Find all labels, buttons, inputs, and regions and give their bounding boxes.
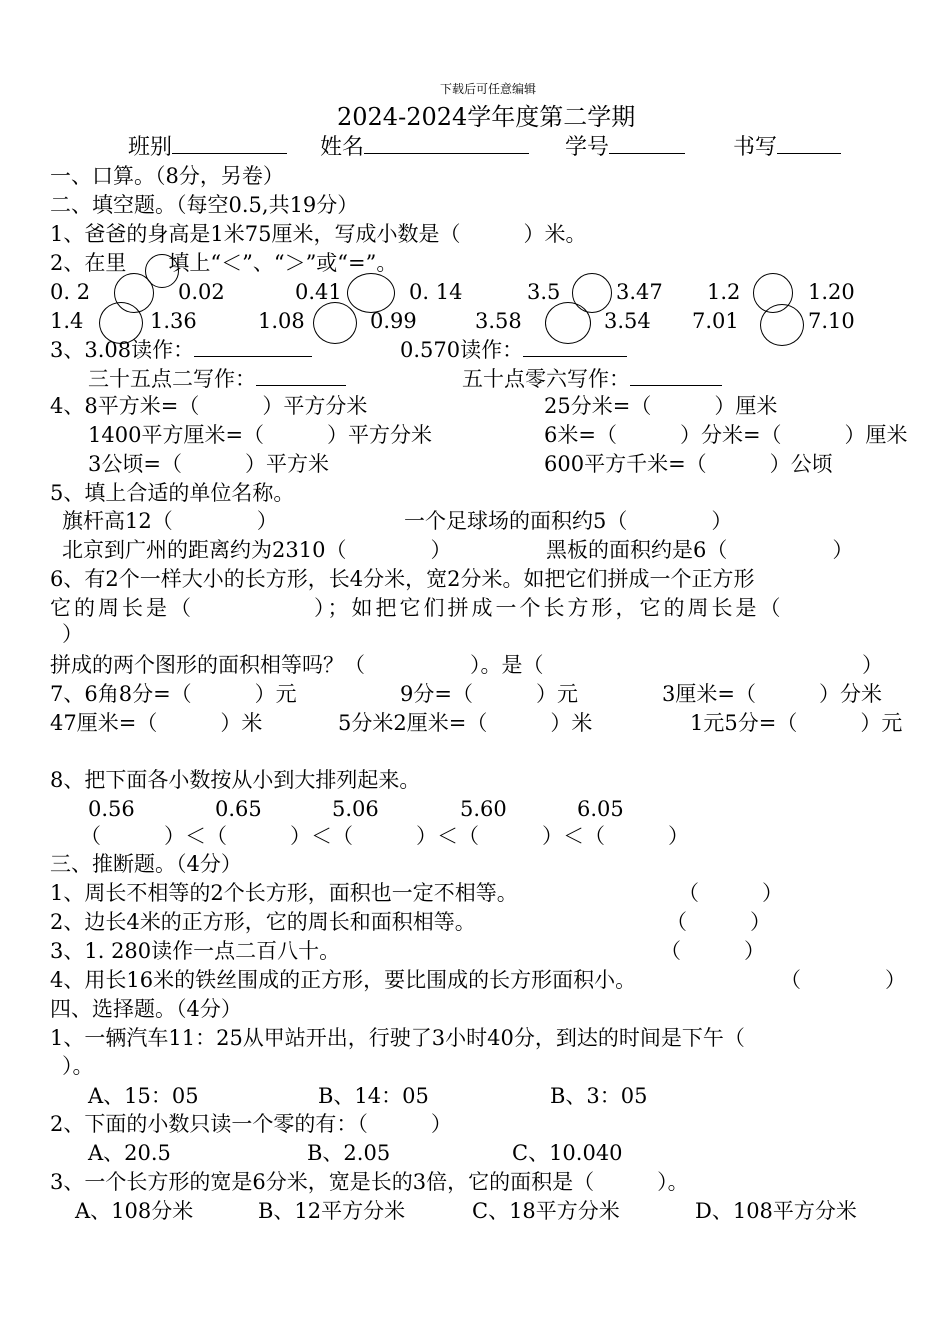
judge-1: 1、周长不相等的2个长方形，面积也一定不相等。	[50, 881, 518, 905]
compare-left-1: 0. 2	[50, 280, 91, 304]
section-4-heading: 四、选择题。（4分）	[50, 997, 242, 1021]
writing-blank[interactable]	[777, 135, 841, 154]
question-6-line-3: ）	[62, 622, 83, 646]
decimal-1: 0.56	[88, 797, 135, 821]
compare-circle-8[interactable]	[760, 304, 804, 346]
question-3b-text: 0.570读作：	[400, 338, 524, 362]
writing-field	[733, 135, 841, 161]
question-6-line-1: 6、有2个一样大小的长方形，长4分米，宽2分米。如把它们拼成一个正方形	[50, 567, 755, 591]
decimal-2: 0.65	[215, 797, 262, 821]
compare-left-6: 1.08	[258, 309, 305, 333]
question-7f: 1元5分=（ ）元	[690, 711, 903, 735]
judge-1-answer[interactable]: （ ）	[678, 881, 783, 905]
question-6-line-4: 拼成的两个图形的面积相等吗？（ ）。是（	[50, 653, 544, 677]
question-1: 1、爸爸的身高是1米75厘米，写成小数是（ ）米。	[50, 222, 587, 246]
question-4e: 3公顷=（ ）平方米	[88, 452, 329, 476]
question-4d: 6米=（ ）分米=（ ）厘米	[544, 423, 908, 447]
question-5a: 旗杆高12（ ）	[62, 509, 278, 533]
question-3b-blank[interactable]	[523, 338, 627, 357]
question-5c: 北京到广州的距离约为2310（ ）	[62, 538, 452, 562]
compare-left-2: 0.41	[295, 280, 342, 304]
section-1-heading: 一、口算。（8分，另卷）	[50, 164, 284, 188]
order-answer-row: （ ）＜（ ）＜（ ）＜（ ）＜（ ）	[80, 824, 689, 848]
choice-3-option-c[interactable]: C、18平方分米	[472, 1199, 620, 1223]
section-3-heading: 三、推断题。（4分）	[50, 852, 242, 876]
compare-left-8: 7.01	[692, 309, 739, 333]
judge-4: 4、用长16米的铁丝围成的正方形，要比围成的长方形面积小。	[50, 968, 637, 992]
class-label: 班别	[128, 135, 173, 160]
judge-2: 2、边长4米的正方形，它的周长和面积相等。	[50, 910, 476, 934]
question-3a	[50, 337, 312, 363]
compare-right-7: 3.54	[604, 309, 651, 333]
choice-1-line-1: 1、一辆汽车11：25从甲站开出，行驶了3小时40分，到达的时间是下午（	[50, 1026, 745, 1050]
choice-1-option-b[interactable]: B、14：05	[318, 1084, 429, 1108]
compare-left-3: 3.5	[527, 280, 561, 304]
writing-label: 书写	[733, 135, 778, 160]
name-blank[interactable]	[364, 135, 529, 154]
choice-2-option-b[interactable]: B、2.05	[307, 1141, 391, 1165]
question-7e: 5分米2厘米=（ ）米	[338, 711, 593, 735]
name-label: 姓名	[320, 135, 365, 160]
compare-right-5: 1.36	[150, 309, 197, 333]
question-3c	[88, 366, 346, 392]
question-5b: 一个足球场的面积约5（ ）	[404, 509, 733, 533]
choice-2-option-a[interactable]: A、20.5	[88, 1141, 171, 1165]
compare-right-1: 0.02	[178, 280, 225, 304]
judge-3: 3、1. 280读作一点二百八十。	[50, 939, 341, 963]
question-3a-text: 3、3.08读作：	[50, 338, 195, 362]
question-4f: 600平方千米=（ ）公顷	[544, 452, 833, 476]
decimal-3: 5.06	[332, 797, 379, 821]
class-field	[128, 135, 287, 161]
student-number-blank[interactable]	[609, 135, 685, 154]
student-number-label: 学号	[565, 135, 610, 160]
page-title: 2024-2024学年度第二学期	[337, 103, 636, 131]
compare-right-2: 0. 14	[409, 280, 463, 304]
question-8-stem: 8、把下面各小数按从小到大排列起来。	[50, 768, 421, 792]
name-field	[320, 135, 529, 161]
choice-1-option-a[interactable]: A、15：05	[88, 1084, 199, 1108]
compare-right-8: 7.10	[808, 309, 855, 333]
compare-left-5: 1.4	[50, 309, 84, 333]
choice-1-option-c[interactable]: B、3：05	[550, 1084, 648, 1108]
question-5-stem: 5、填上合适的单位名称。	[50, 481, 295, 505]
choice-2-option-c[interactable]: C、10.040	[512, 1141, 623, 1165]
question-7c: 3厘米=（ ）分米	[662, 682, 882, 706]
judge-2-answer[interactable]: （ ）	[666, 910, 771, 934]
choice-3-option-a[interactable]: A、108分米	[75, 1199, 194, 1223]
choice-3-option-b[interactable]: B、12平方分米	[258, 1199, 406, 1223]
choice-3-option-d[interactable]: D、108平方分米	[695, 1199, 857, 1223]
compare-circle-2[interactable]	[347, 273, 395, 313]
question-6-line-4-close: ）	[862, 653, 883, 677]
compare-right-4: 1.20	[808, 280, 855, 304]
question-7a: 7、6角8分=（ ）元	[50, 682, 297, 706]
class-blank[interactable]	[172, 135, 287, 154]
question-7b: 9分=（ ）元	[400, 682, 578, 706]
compare-left-7: 3.58	[475, 309, 522, 333]
judge-3-answer[interactable]: （ ）	[660, 939, 765, 963]
question-3a-blank[interactable]	[194, 338, 312, 357]
question-6-line-2: 它的周长是（ ）；如把它们拼成一个长方形，它的周长是（	[50, 596, 784, 620]
question-5d: 黑板的面积约是6（ ）	[546, 538, 854, 562]
decimal-5: 6.05	[577, 797, 624, 821]
choice-2-stem: 2、下面的小数只读一个零的有：（ ）	[50, 1112, 452, 1136]
compare-left-4: 1.2	[707, 280, 741, 304]
judge-4-answer[interactable]: （ ）	[780, 968, 906, 992]
choice-3-stem: 3、一个长方形的宽是6分米，宽是长的3倍，它的面积是（ ）。	[50, 1170, 689, 1194]
decimal-4: 5.60	[460, 797, 507, 821]
compare-right-6: 0.99	[370, 309, 417, 333]
question-3c-blank[interactable]	[256, 367, 346, 386]
choice-1-line-2: ）。	[62, 1054, 94, 1078]
question-4b: 25分米=（ ）厘米	[544, 394, 778, 418]
question-2-stem: 2、在里 填上“＜”、“＞”或“=”。	[50, 251, 398, 275]
download-note: 下载后可任意编辑	[440, 82, 537, 96]
compare-right-3: 3.47	[616, 280, 663, 304]
question-3c-text: 三十五点二写作：	[88, 367, 256, 391]
section-2-heading: 二、填空题。（每空0.5,共19分）	[50, 193, 359, 217]
question-3b	[400, 337, 627, 363]
question-4a: 4、8平方米=（ ）平方分米	[50, 394, 368, 418]
question-3d-text: 五十点零六写作：	[462, 367, 630, 391]
question-7d: 47厘米=（ ）米	[50, 711, 263, 735]
compare-circle-6[interactable]	[313, 302, 357, 344]
question-4c: 1400平方厘米=（ ）平方分米	[88, 423, 433, 447]
question-3d	[462, 366, 722, 392]
student-number-field	[565, 135, 685, 161]
question-3d-blank[interactable]	[630, 367, 722, 386]
